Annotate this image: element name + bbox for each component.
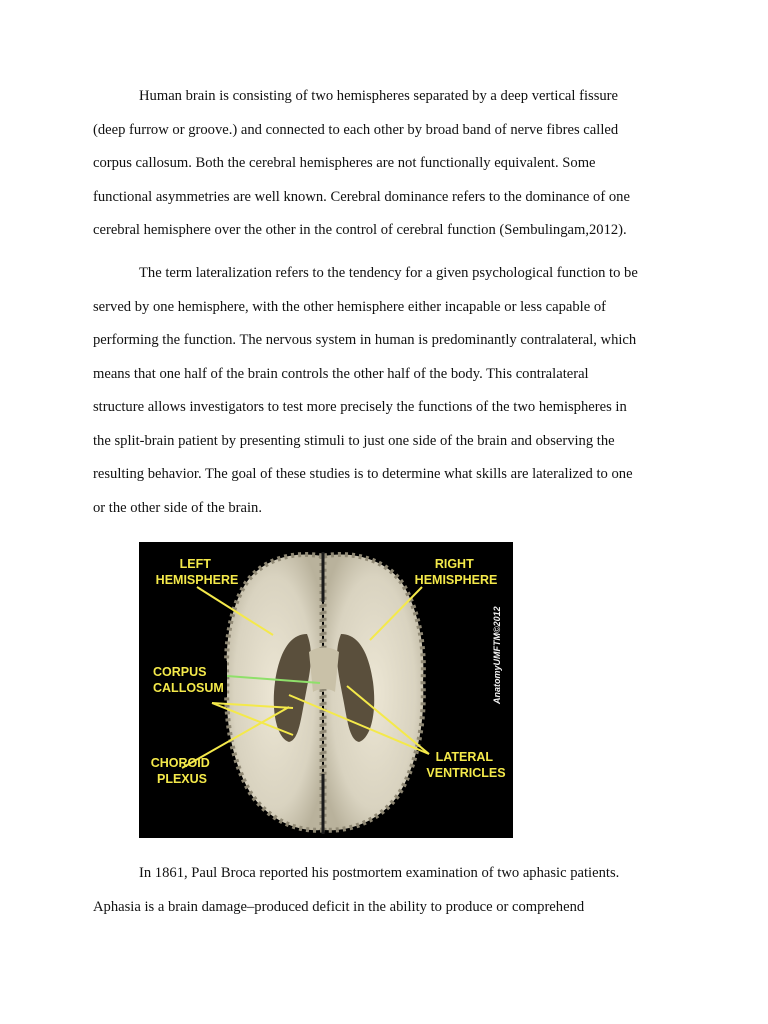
text-line: Aphasia is a brain damage–produced deficit in the ability to produce or comprehend bbox=[93, 898, 585, 915]
text-line: served by one hemisphere, with the other hemisphere either incapable or less capable of bbox=[93, 298, 607, 315]
text-line: The term lateralization refers to the tendency for a given psychological function to be bbox=[139, 265, 638, 281]
text-line: In 1861, Paul Broca reported his postmortem examination of two aphasic patients. bbox=[139, 865, 620, 881]
brain-diagram bbox=[139, 542, 513, 838]
paragraph-lateralization bbox=[93, 257, 678, 525]
label-lateral-ventricles: LATERAL VENTRICLES bbox=[426, 750, 506, 780]
label-choroid-plexus: CHOROID PLEXUS bbox=[150, 756, 210, 786]
paragraph-cerebral-dominance bbox=[93, 80, 678, 248]
text-line: or the other side of the brain. bbox=[93, 499, 262, 516]
text-line: resulting behavior. The goal of these studies is to determine what skills are lateralized to one bbox=[93, 466, 633, 482]
figure-credit: AnatomyUMFTM©2012 bbox=[492, 606, 502, 704]
paragraph-broca bbox=[93, 857, 678, 924]
label-left-hemisphere: LEFT HEMISPHERE bbox=[155, 557, 239, 587]
text-line: corpus callosum. Both the cerebral hemispheres are not functionally equivalent. Some bbox=[93, 155, 596, 171]
label-right-hemisphere: RIGHT HEMISPHERE bbox=[414, 557, 498, 587]
text-line: (deep furrow or groove.) and connected to each other by broad band of nerve fibres called bbox=[93, 121, 619, 138]
text-line: the split-brain patient by presenting stimuli to just one side of the brain and observing the bbox=[93, 432, 615, 449]
text-line: functional asymmetries are well known. Cerebral dominance refers to the dominance of one bbox=[93, 188, 630, 205]
text-line: performing the function. The nervous system in human is predominantly contralateral, which bbox=[93, 332, 637, 348]
text-line: structure allows investigators to test more precisely the functions of the two hemispheres in bbox=[93, 399, 627, 415]
text-line: means that one half of the brain controls the other half of the body. This contralateral bbox=[93, 365, 589, 382]
text-line: Human brain is consisting of two hemispheres separated by a deep vertical fissure bbox=[139, 88, 619, 104]
text-line: cerebral hemisphere over the other in the control of cerebral function (Sembulingam,2012). bbox=[93, 222, 627, 238]
corpus-callosum-shape bbox=[309, 648, 339, 693]
label-corpus-callosum: CORPUS CALLOSUM bbox=[153, 665, 224, 695]
brain-section-figure bbox=[139, 542, 513, 838]
